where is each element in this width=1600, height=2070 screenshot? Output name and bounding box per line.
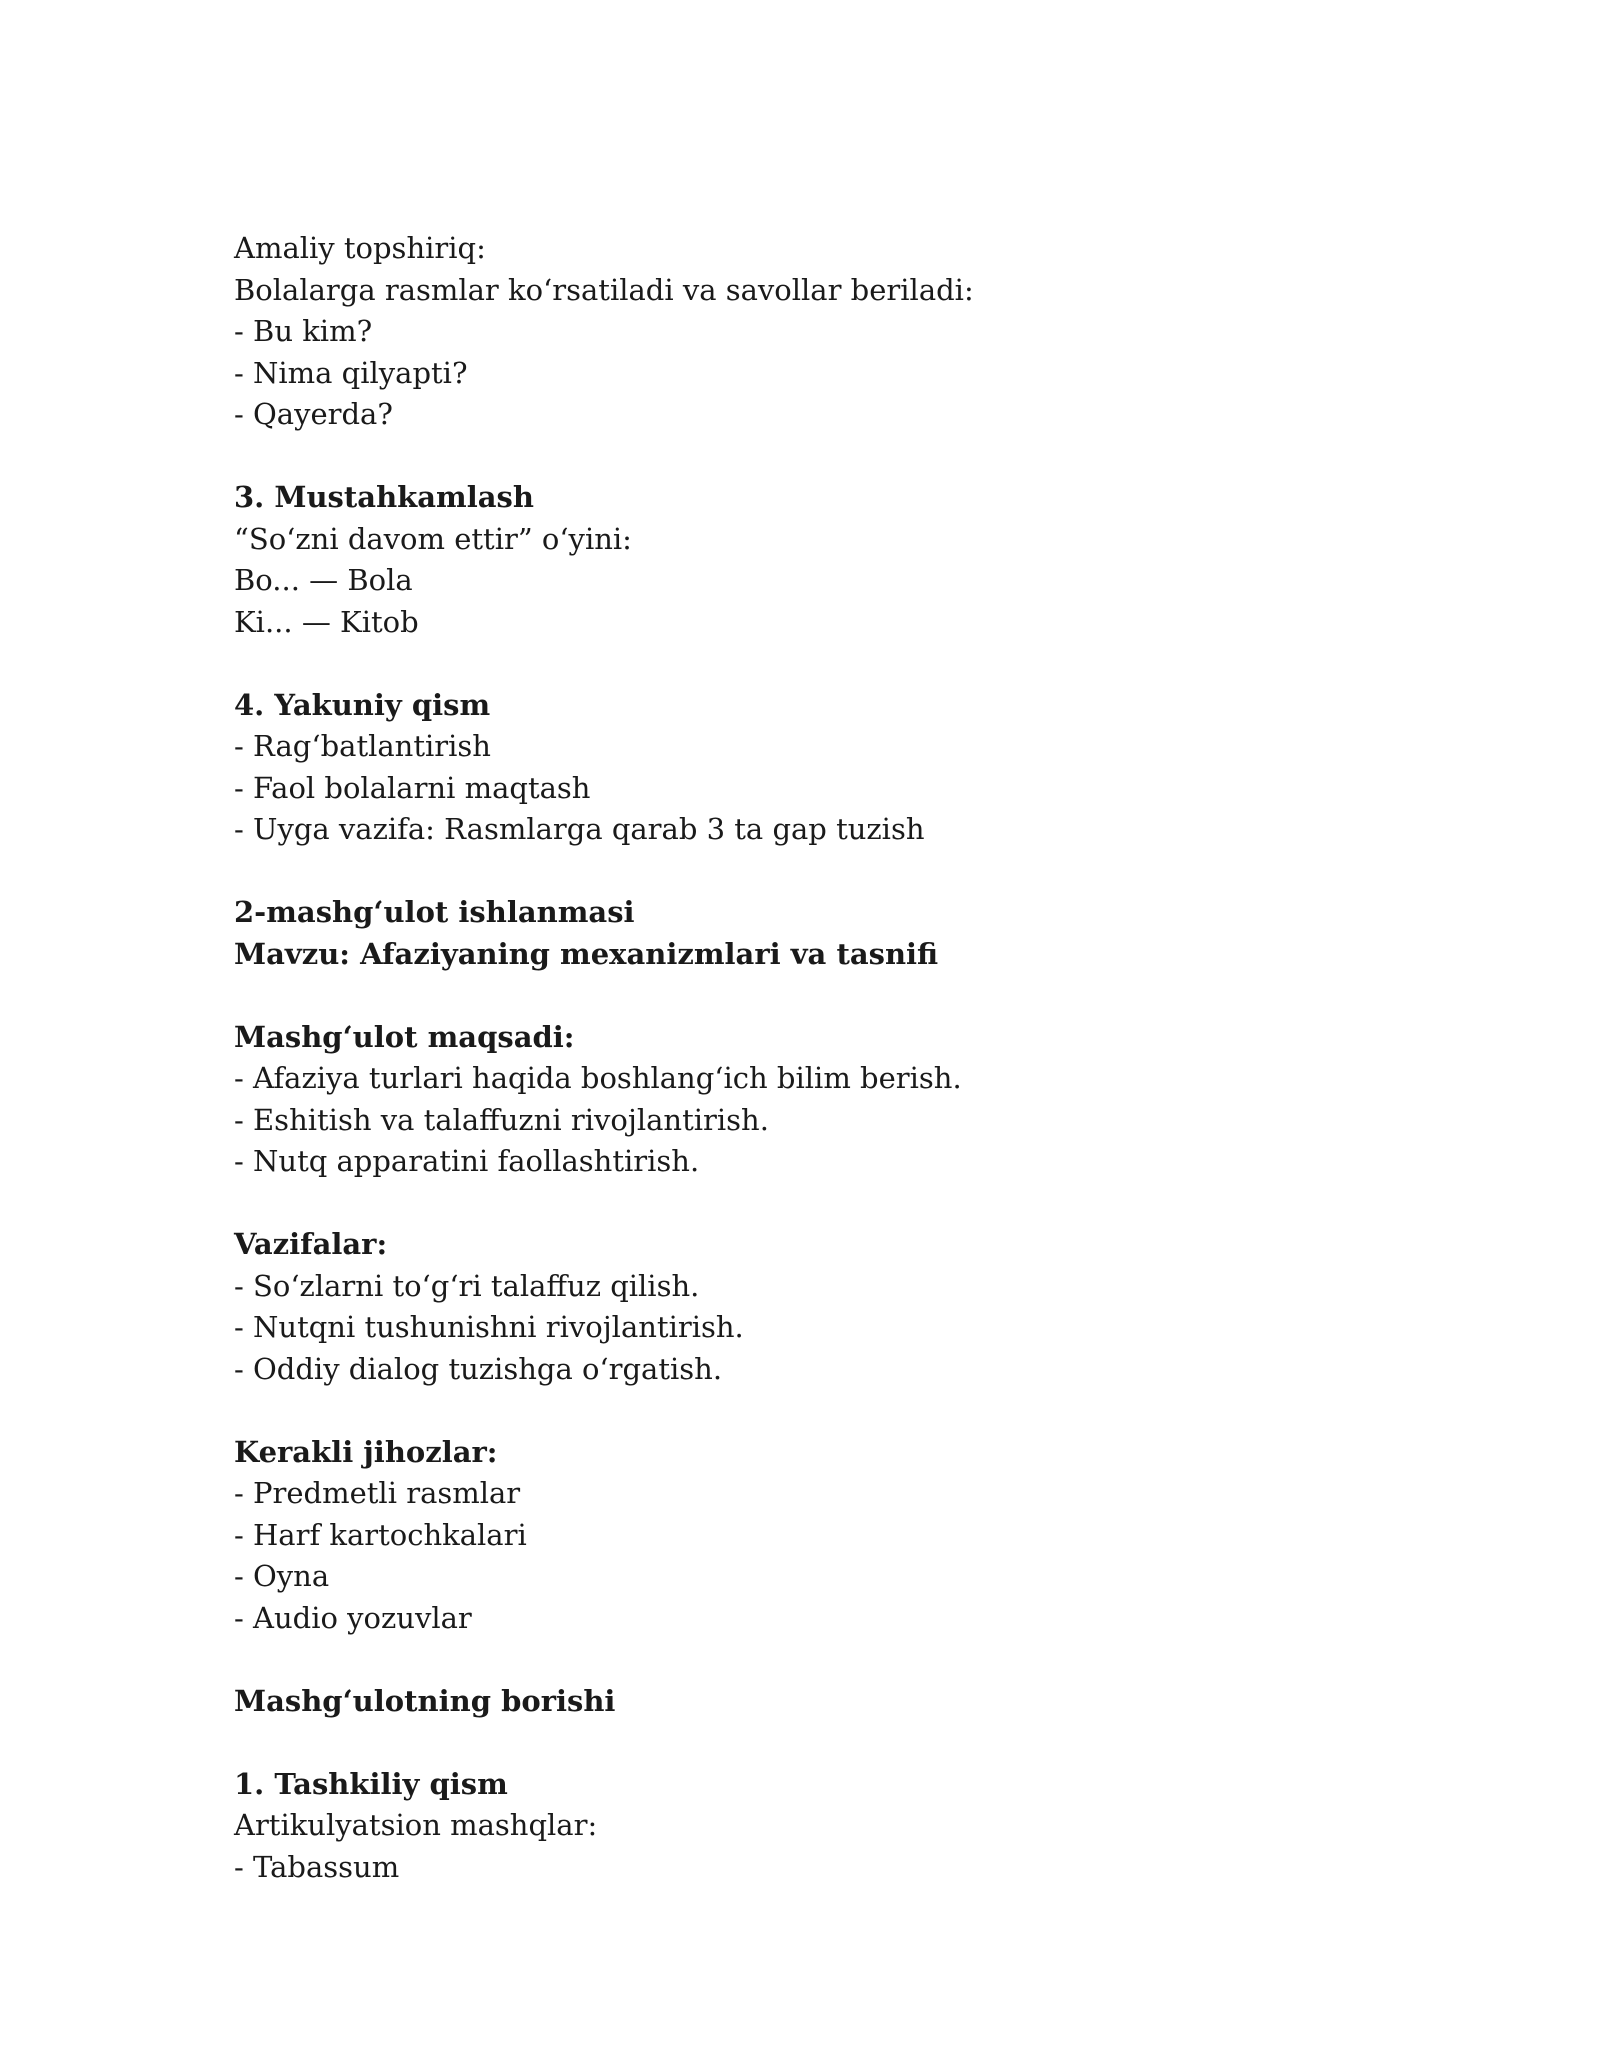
document-page: [234, 228, 1434, 1888]
blank-line: [234, 1183, 1434, 1225]
blank-line: [234, 851, 1434, 893]
section-heading: Mavzu: Afaziyaning mexanizmlari va tasnifi: [234, 936, 939, 971]
section-heading: Mashg‘ulotning borishi: [234, 1683, 616, 1718]
text-line: Bo... — Bola: [234, 563, 413, 597]
text-line: - Uyga vazifa: Rasmlarga qarab 3 ta gap tuzish: [234, 812, 925, 846]
section-heading: Kerakli jihozlar:: [234, 1434, 498, 1469]
text-line: - Afaziya turlari haqida boshlang‘ich bilim berish.: [234, 1061, 962, 1095]
text-line: - Bu kim?: [234, 314, 373, 348]
text-line: - Nutqni tushunishni rivojlantirish.: [234, 1310, 744, 1344]
section-heading: Vazifalar:: [234, 1227, 388, 1261]
text-line: Bolalarga rasmlar ko‘rsatiladi va savollar beriladi:: [234, 272, 974, 307]
section-heading: 1. Tashkiliy qism: [234, 1766, 508, 1801]
section-heading: 4. Yakuniy qism: [234, 687, 491, 722]
text-line: “So‘zni davom ettir” o‘yini:: [234, 521, 632, 556]
section-heading: 3. Mustahkamlash: [234, 480, 534, 514]
text-line: - Oyna: [234, 1559, 330, 1593]
text-line: - Qayerda?: [234, 397, 393, 431]
blank-line: [234, 1722, 1434, 1764]
text-line: - Oddiy dialog tuzishga o‘rgatish.: [234, 1351, 723, 1386]
text-line: - Predmetli rasmlar: [234, 1476, 521, 1510]
text-line: Artikulyatsion mashqlar:: [234, 1808, 598, 1842]
text-line: - Faol bolalarni maqtash: [234, 770, 591, 805]
blank-line: [234, 1390, 1434, 1432]
text-line: - So‘zlarni to‘g‘ri talaffuz qilish.: [234, 1268, 700, 1303]
section-heading: Mashg‘ulot maqsadi:: [234, 1019, 575, 1054]
text-line: Amaliy topshiriq:: [234, 231, 486, 265]
text-line: - Audio yozuvlar: [234, 1600, 472, 1635]
text-line: - Nima qilyapti?: [234, 355, 468, 390]
blank-line: [234, 975, 1434, 1017]
blank-line: [234, 436, 1434, 478]
text-line: - Eshitish va talaffuzni rivojlantirish.: [234, 1102, 769, 1137]
text-line: - Rag‘batlantirish: [234, 729, 491, 763]
blank-line: [234, 643, 1434, 685]
text-line: - Nutq apparatini faollashtirish.: [234, 1144, 700, 1178]
text-line: - Tabassum: [234, 1849, 400, 1884]
section-heading: 2-mashg‘ulot ishlanmasi: [234, 895, 635, 929]
blank-line: [234, 1639, 1434, 1681]
text-line: - Harf kartochkalari: [234, 1517, 527, 1552]
text-line: Ki... — Kitob: [234, 604, 419, 639]
